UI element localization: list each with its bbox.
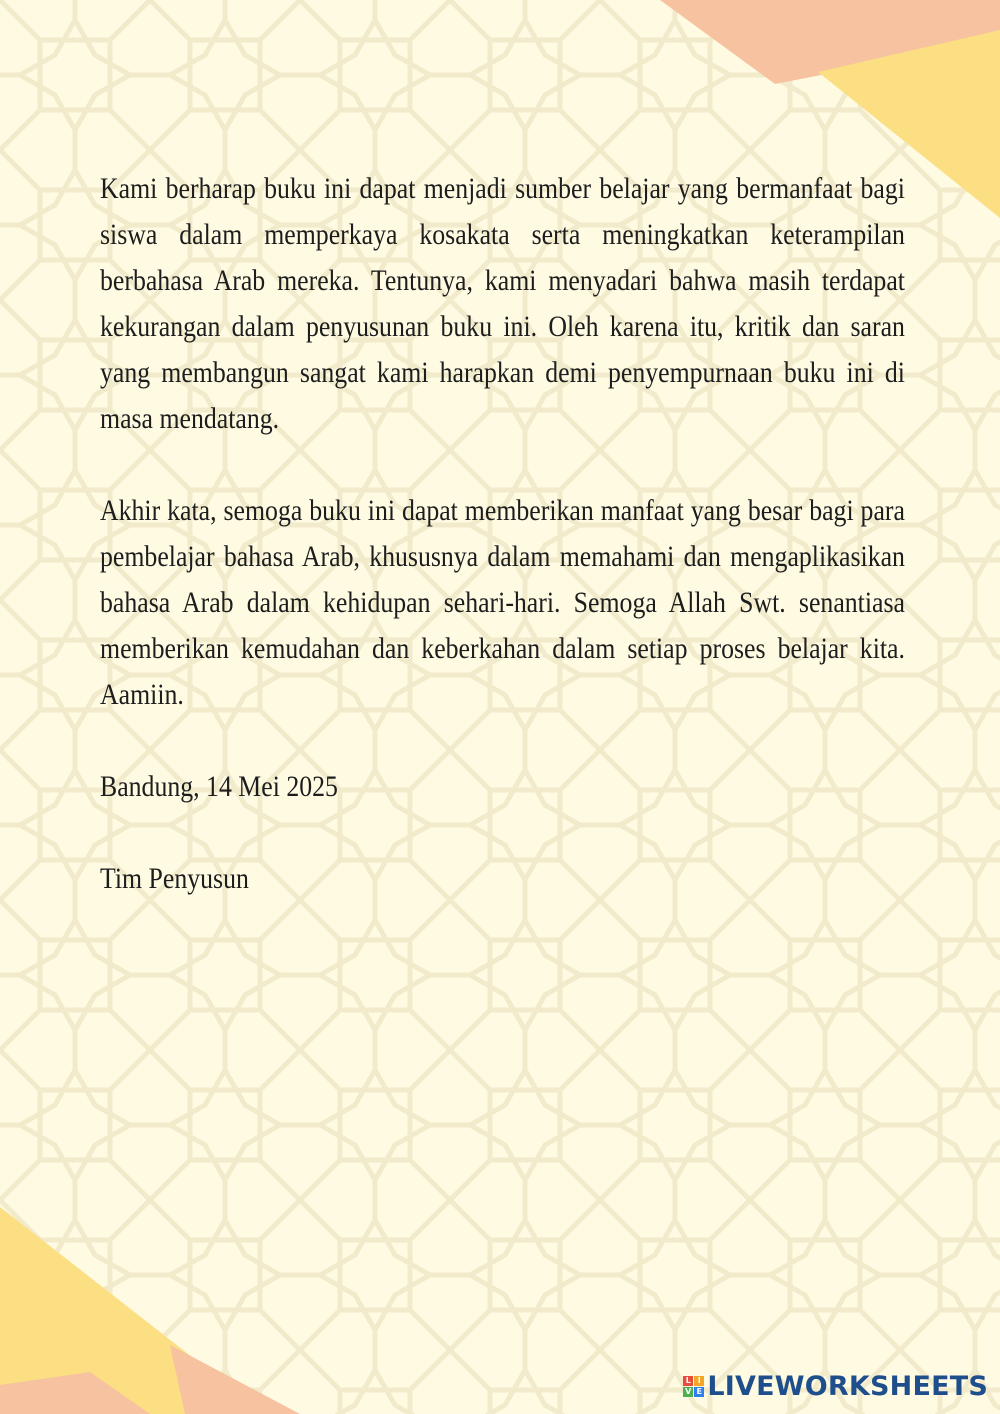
document-body xyxy=(100,166,905,902)
liveworksheets-watermark xyxy=(683,1371,988,1402)
logo-letter-l: L xyxy=(683,1376,693,1386)
liveworksheets-brand: LIVEWORKSHEETS xyxy=(707,1371,988,1402)
place-date: Bandung, 14 Mei 2025 xyxy=(100,770,338,803)
paragraph-closing: Akhir kata, semoga buku ini dapat memberikan manfaat yang besar bagi para pembelajar bahasa Arab, khususnya dalam memahami dan mengaplikasikan bahasa Arab dalam kehidupan sehari-hari. Semoga Allah Swt. senantiasa memberikan kemudahan dan keberkahan dalam setiap proses belajar kita. Aamiin. xyxy=(100,494,905,711)
logo-letter-i: I xyxy=(694,1376,704,1386)
signature: Tim Penyusun xyxy=(100,862,249,895)
liveworksheets-logo-icon xyxy=(683,1376,704,1397)
logo-letter-v: V xyxy=(685,1387,692,1396)
paragraph-hope: Kami berharap buku ini dapat menjadi sumber belajar yang bermanfaat bagi siswa dalam memperkaya kosakata serta meningkatkan keterampilan berbahasa Arab mereka. Tentunya, kami menyadari bahwa masih terdapat kekurangan dalam penyusunan buku ini. Oleh karena itu, kritik dan saran yang membangun sangat kami harapkan demi penyempurnaan buku ini di masa mendatang. xyxy=(100,172,905,435)
logo-letter-e: E xyxy=(694,1387,704,1397)
